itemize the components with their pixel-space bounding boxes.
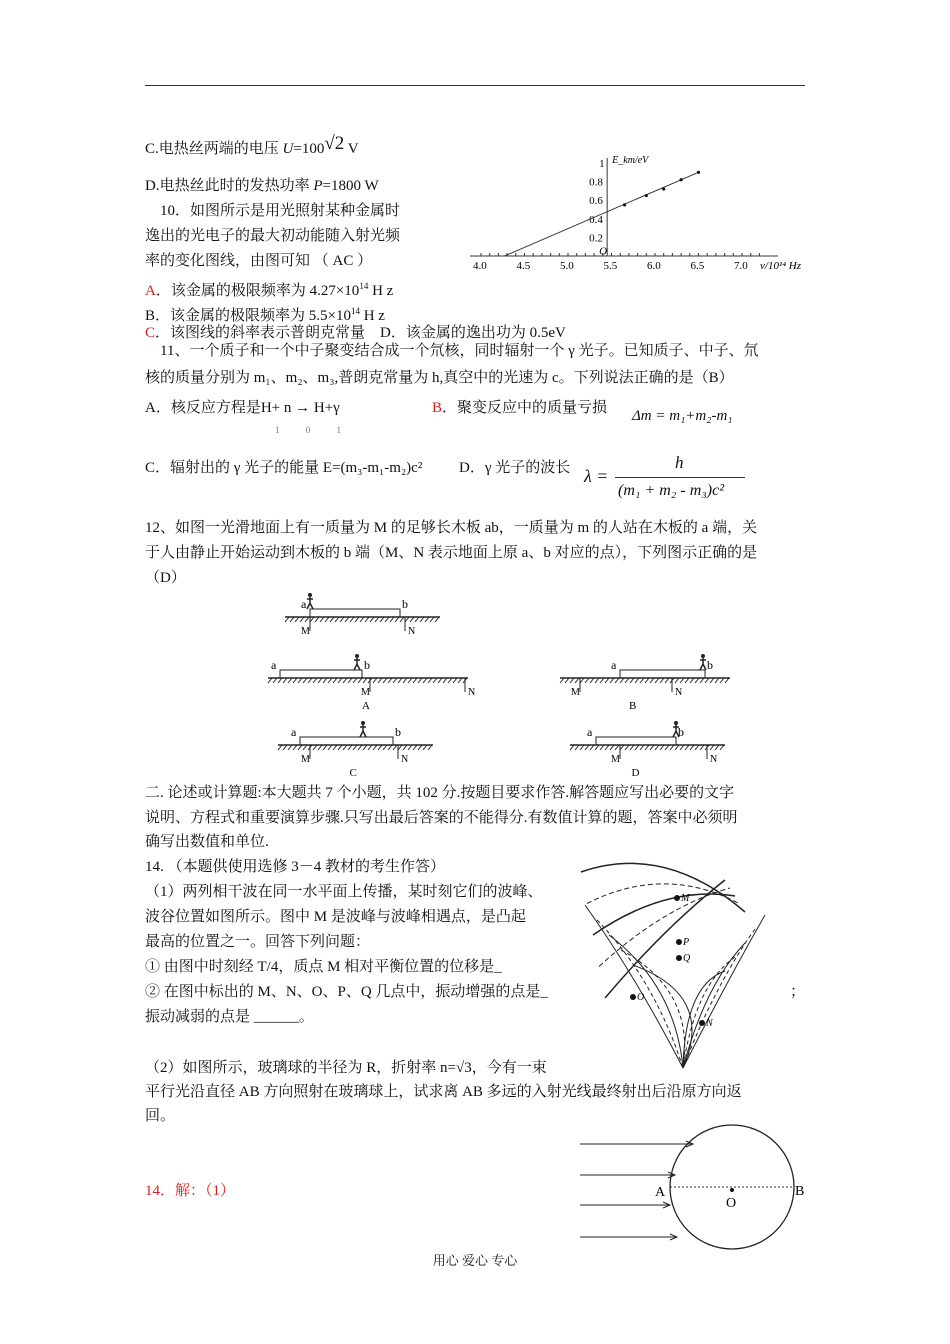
wavefront-b	[609, 935, 683, 1068]
board	[300, 737, 393, 745]
x-tick-label: 7.0	[734, 260, 748, 272]
wavefront-a	[593, 894, 735, 935]
person-head	[361, 721, 365, 725]
q14-part1: 振动减弱的点是 ______。	[145, 1009, 314, 1025]
q11-option-c: C．辐射出的 γ 光子的能量 E=(m₃-m₁-m₂)c²	[145, 460, 423, 476]
q9-option-c: C.电热丝两端的电压 U=100√2 V	[145, 133, 359, 157]
x-tick-label: 6.0	[647, 260, 661, 272]
q14-part1: ② 在图中标出的 M、N、O、P、Q 几点中，振动增强的点是_	[145, 984, 548, 1000]
label-b: b	[707, 658, 713, 672]
q14-part2: 平行光沿直径 AB 方向照射在玻璃球上，试求离 AB 多远的入射光线最终射出后沿原方向返	[145, 1084, 742, 1100]
point-P	[676, 939, 682, 945]
q11-option-b: B．聚变反应中的质量亏损	[432, 400, 608, 416]
label-N: N	[408, 626, 416, 637]
q9-option-d: D.电热丝此时的发热功率 P=1800 W	[145, 178, 379, 194]
interference-wave-figure	[575, 875, 775, 1075]
x-tick-label: 5.0	[560, 260, 574, 272]
glass-sphere-figure	[575, 1120, 815, 1250]
label-B: B	[795, 1184, 805, 1199]
x-tick-label: 4.5	[516, 260, 531, 272]
person-head	[355, 654, 359, 658]
label-a: a	[611, 658, 617, 672]
wavefront-b	[683, 915, 765, 1068]
person-icon	[354, 658, 360, 670]
section2-intro: 确写出数值和单位.	[145, 834, 269, 850]
label-N: N	[401, 754, 409, 765]
q12-stem: 12、如图一光滑地面上有一质量为 M 的足够长木板 ab，一质量为 m 的人站在木板的 a 端，关	[145, 520, 758, 536]
point-Q	[676, 955, 682, 961]
label-A: A	[655, 1185, 666, 1200]
x-tick-label: 5.5	[603, 260, 618, 272]
label-a: a	[301, 597, 307, 611]
label-M: M	[571, 687, 580, 698]
label-b: b	[402, 597, 408, 611]
q11-frac-den: (m₁ + m₂ - m₃)c²	[618, 482, 725, 499]
label-M: M	[301, 754, 310, 765]
y-tick-label: 0.8	[589, 176, 603, 189]
q10-option-cd: C．该图线的斜率表示普朗克常量 D．该金属的逸出功为 0.5eV	[145, 325, 566, 341]
label-N: N	[675, 687, 683, 698]
board	[620, 670, 705, 678]
person-icon	[360, 725, 366, 737]
person-icon	[307, 597, 313, 609]
q11-a-nucleon-numbers: 1 0 1	[275, 425, 341, 435]
section2-intro: 二. 论述或计算题:本大题共 7 个小题，共 102 分.按题目要求作答.解答题应写出必要的文字	[145, 785, 735, 801]
label-b: b	[364, 658, 370, 672]
q12-stem: 于人由静止开始运动到木板的 b 端（M、N 表示地面上原 a、b 对应的点），下列图示正确的是	[145, 545, 758, 561]
q11-option-a: A．核反应方程是H+ n → H+γ	[145, 400, 340, 416]
q10-stem: 逸出的光电子的最大初动能随入射光频	[145, 228, 401, 244]
q14-part1: 波谷位置如图所示。图中 M 是波峰与波峰相遇点，是凸起	[145, 909, 526, 925]
wavefront-a	[581, 863, 745, 912]
label-b: b	[678, 725, 684, 739]
y-tick-label: 1	[599, 158, 605, 170]
y-tick-label: 0.2	[589, 232, 603, 245]
q14-heading: 14. （本题供使用选修 3－4 教材的考生作答）	[145, 859, 446, 875]
option-label: A	[362, 700, 370, 712]
q14-part1: 最高的位置之一。回答下列问题：	[145, 934, 371, 950]
q14-answer: 14．解：（1）	[145, 1183, 236, 1199]
label-Q: Q	[683, 953, 691, 964]
q14-part2: （2）如图所示，玻璃球的半径为 R，折射率 n=√3，今有一束	[145, 1060, 547, 1076]
person-head	[701, 654, 705, 658]
q14-part1: ① 由图中时刻经 T/4，质点 M 相对平衡位置的位移是_	[145, 959, 502, 975]
label-O: O	[726, 1196, 737, 1211]
label-N: N	[468, 687, 476, 698]
person-icon	[700, 658, 706, 670]
x-tick-label: 4.0	[473, 260, 487, 272]
option-label: C	[349, 767, 357, 779]
person-head	[674, 721, 678, 725]
label-N: N	[706, 1018, 713, 1029]
y-axis-label: E_km/eV	[612, 155, 649, 166]
wavefront-b	[621, 950, 685, 1068]
board	[596, 737, 676, 745]
wavefront-a	[605, 880, 725, 998]
person-head	[308, 593, 312, 597]
q11-frac-num: h	[675, 453, 684, 472]
x-axis-label: ν/10¹⁴ Hz	[760, 260, 802, 272]
label-a: a	[291, 725, 297, 739]
label-P: P	[683, 937, 690, 948]
wavefront-b	[683, 971, 725, 1068]
q14-semicolon: ；	[790, 984, 806, 1000]
option-label: D	[631, 767, 640, 779]
board	[310, 609, 400, 617]
label-M: M	[681, 893, 690, 904]
q14-part1: （1）两列相干波在同一水平面上传播，某时刻它们的波峰、	[145, 884, 543, 900]
q11-option-d: D．γ 光子的波长	[459, 460, 571, 476]
option-label: B	[629, 700, 637, 712]
q11-stem: 核的质量分别为 m₁、m₂、m₃,普朗克常量为 h,真空中的光速为 c。下列说法正确的是（B）	[145, 370, 734, 386]
label-O: O	[637, 992, 645, 1003]
q11-stem: 11、一个质子和一个中子聚变结合成一个氘核，同时辐射一个 γ 光子。已知质子、中子、氘	[160, 343, 759, 359]
q10-stem: 10．如图所示是用光照射某种金属时	[160, 203, 401, 219]
label-b: b	[395, 725, 401, 739]
q11-lambda: λ =	[584, 466, 609, 486]
point-M	[674, 895, 680, 901]
label-a: a	[271, 658, 277, 672]
center-point	[730, 1188, 734, 1192]
wavefront-b	[633, 965, 692, 1068]
q10-option-a: A．该金属的极限频率为 $4.27\times 10^{14}$ H z	[145, 281, 394, 299]
label-N: N	[710, 754, 718, 765]
q12-stem: （D）	[145, 570, 186, 586]
q11-mass-defect-eq: Δm = m₁+m₂-m₁	[632, 408, 733, 424]
x-tick-label: 6.5	[690, 260, 705, 272]
label-M: M	[611, 754, 620, 765]
point-O	[630, 994, 636, 1000]
section2-intro: 说明、方程式和重要演算步骤.只写出最后答案的不能得分.有数值计算的题，答案中必须明	[145, 810, 738, 826]
board	[280, 670, 362, 678]
q10-option-b: B．该金属的极限频率为 $5.5\times 10^{14}$ H z	[145, 306, 385, 324]
q10-stem: 率的变化图线，由图可知 （ AC ）	[145, 253, 373, 269]
q14-part2: 回。	[145, 1108, 176, 1124]
y-tick-label: 0.6	[589, 195, 603, 208]
y-tick-label: O	[599, 245, 608, 258]
y-tick-label: 0.4	[589, 213, 603, 226]
point-N	[699, 1020, 705, 1026]
label-a: a	[587, 725, 593, 739]
label-M: M	[361, 687, 370, 698]
footer: 用心 爱心 专心	[432, 1253, 518, 1268]
label-M: M	[301, 626, 310, 637]
